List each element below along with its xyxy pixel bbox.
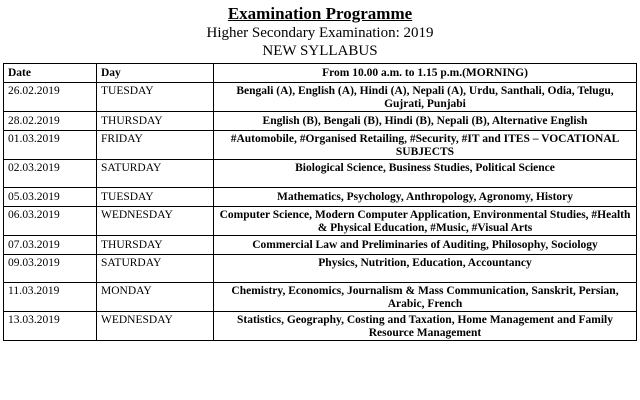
row-day: MONDAY [97, 283, 214, 312]
table-row [4, 207, 637, 236]
table-row [4, 283, 637, 312]
row-day: SATURDAY [97, 255, 214, 283]
row-date: 01.03.2019 [4, 131, 97, 160]
row-subjects: #Automobile, #Organised Retailing, #Security, #IT and ITES – VOCATIONAL SUBJECTS [214, 131, 637, 160]
row-day: FRIDAY [97, 131, 214, 160]
page-title: Examination Programme [227, 4, 413, 23]
table-row [4, 312, 637, 341]
row-day: TUESDAY [97, 188, 214, 207]
day-column-header: Day [97, 64, 214, 83]
table-row [4, 255, 637, 283]
table-row [4, 236, 637, 255]
row-subjects: Mathematics, Psychology, Anthropology, Agronomy, History [214, 188, 637, 207]
row-day: TUESDAY [97, 83, 214, 112]
row-subjects: Bengali (A), English (A), Hindi (A), Nepali (A), Urdu, Santhali, Odia, Telugu, Gujrati, Punjabi [214, 83, 637, 112]
row-subjects: Biological Science, Business Studies, Political Science [214, 160, 637, 188]
row-subjects: Chemistry, Economics, Journalism & Mass Communication, Sanskrit, Persian, Arabic, French [214, 283, 637, 312]
row-subjects: Computer Science, Modern Computer Application, Environmental Studies, #Health & Physical Education, #Music, #Visual Arts [214, 207, 637, 236]
row-day: THURSDAY [97, 112, 214, 131]
syllabus-label: NEW SYLLABUS [262, 43, 378, 59]
row-date: 26.02.2019 [4, 83, 97, 112]
row-subjects: Physics, Nutrition, Education, Accountancy [214, 255, 637, 283]
row-date: 09.03.2019 [4, 255, 97, 283]
date-column-header: Date [4, 64, 97, 83]
table-row [4, 160, 637, 188]
row-date: 05.03.2019 [4, 188, 97, 207]
row-subjects: Statistics, Geography, Costing and Taxation, Home Management and Family Resource Management [214, 312, 637, 341]
exam-subtitle: Higher Secondary Examination: 2019 [206, 25, 434, 41]
row-date: 06.03.2019 [4, 207, 97, 236]
row-subjects: Commercial Law and Preliminaries of Auditing, Philosophy, Sociology [214, 236, 637, 255]
row-date: 11.03.2019 [4, 283, 97, 312]
row-day: SATURDAY [97, 160, 214, 188]
row-day: WEDNESDAY [97, 207, 214, 236]
row-subjects: English (B), Bengali (B), Hindi (B), Nepali (B), Alternative English [214, 112, 637, 131]
row-date: 02.03.2019 [4, 160, 97, 188]
row-date: 28.02.2019 [4, 112, 97, 131]
table-row [4, 131, 637, 160]
table-row [4, 112, 637, 131]
schedule-table [3, 63, 637, 341]
time-column-header: From 10.00 a.m. to 1.15 p.m.(MORNING) [214, 64, 637, 83]
row-date: 13.03.2019 [4, 312, 97, 341]
row-day: THURSDAY [97, 236, 214, 255]
table-row [4, 83, 637, 112]
table-row [4, 188, 637, 207]
row-day: WEDNESDAY [97, 312, 214, 341]
table-header-row [4, 64, 637, 83]
row-date: 07.03.2019 [4, 236, 97, 255]
